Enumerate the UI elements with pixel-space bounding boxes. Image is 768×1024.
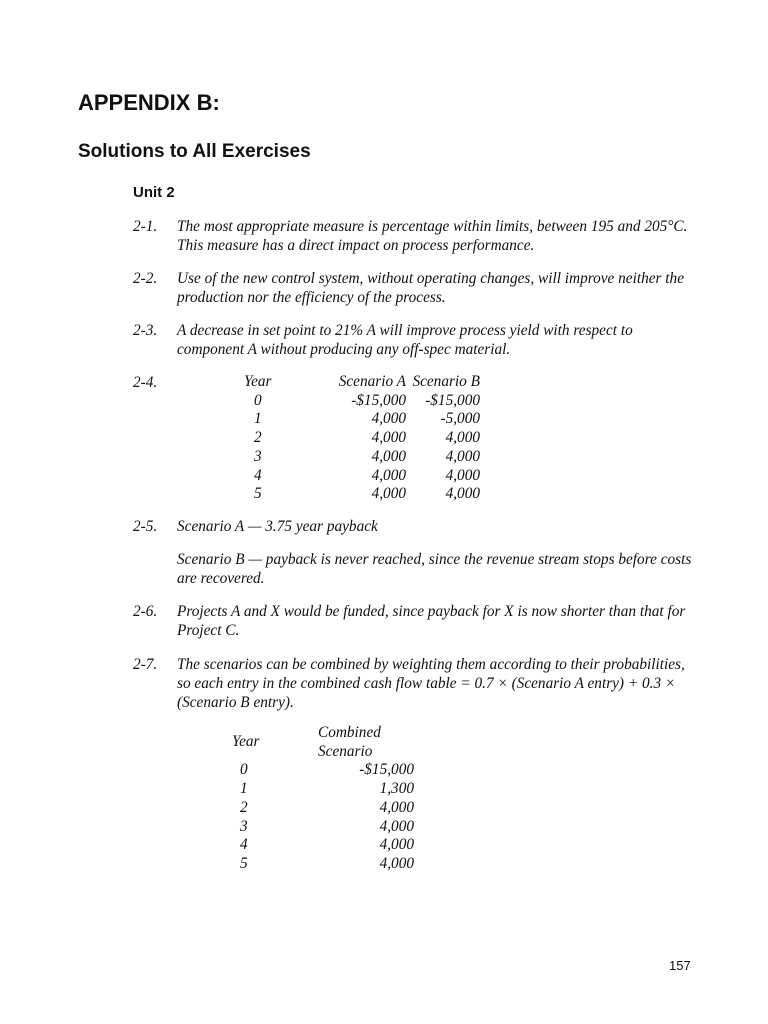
scenario-a-cell: 4,000 <box>371 485 406 503</box>
exercise-number: 2-3. <box>133 322 158 339</box>
cash-flow-table-2-4 <box>244 373 480 504</box>
unit-heading: Unit 2 <box>133 184 175 201</box>
combined-cash-flow-table-2-7 <box>232 724 414 874</box>
exercise-number: 2-5. <box>133 518 158 535</box>
exercise-number: 2-6. <box>133 603 158 620</box>
table-row <box>244 429 480 448</box>
exercise-number: 2-1. <box>133 218 158 235</box>
page-number: 157 <box>669 958 691 973</box>
table-row <box>232 855 414 874</box>
table-row <box>244 485 480 504</box>
section-title: Solutions to All Exercises <box>78 141 311 162</box>
column-header-year: Year <box>244 373 272 390</box>
scenario-b-cell: 4,000 <box>445 447 480 465</box>
combined-scenario-cell: 4,000 <box>379 854 414 872</box>
scenario-a-cell: 4,000 <box>371 466 406 484</box>
exercise-answer: A decrease in set point to 21% A will improve process yield with respect to component A without producing any off-spec material. <box>177 322 633 358</box>
combined-scenario-cell: 4,000 <box>379 817 414 835</box>
combined-scenario-cell: 1,300 <box>379 780 414 798</box>
scenario-a-cell: 4,000 <box>371 410 406 428</box>
exercise-2-5 <box>133 517 693 588</box>
exercise-2-6 <box>133 602 693 640</box>
table-row <box>232 818 414 837</box>
exercise-answer: Projects A and X would be funded, since payback for X is now shorter than that for Project C. <box>177 603 686 639</box>
table-header-row <box>244 373 480 392</box>
exercise-number: 2-2. <box>133 270 158 287</box>
scenario-a-cell: 4,000 <box>371 447 406 465</box>
combined-scenario-cell: -$15,000 <box>359 761 414 779</box>
exercise-number: 2-4. <box>133 374 158 391</box>
year-cell: 3 <box>240 817 248 835</box>
exercise-2-3 <box>133 321 693 359</box>
column-header-combined-scenario: Combined Scenario <box>318 724 381 760</box>
scenario-b-cell: 4,000 <box>445 466 480 484</box>
scenario-b-cell: -$15,000 <box>425 391 480 409</box>
year-cell: 4 <box>240 836 248 854</box>
table-row <box>244 448 480 467</box>
year-cell: 1 <box>240 780 248 798</box>
combined-scenario-cell: 4,000 <box>379 798 414 816</box>
combined-scenario-cell: 4,000 <box>379 836 414 854</box>
scenario-b-cell: 4,000 <box>445 485 480 503</box>
year-cell: 4 <box>254 466 262 484</box>
year-cell: 1 <box>254 410 262 428</box>
exercise-answer: Use of the new control system, without operating changes, will improve neither the production nor the efficiency of the process. <box>177 270 684 306</box>
exercise-2-2 <box>133 269 693 307</box>
column-header-year: Year <box>232 733 260 751</box>
table-header-row <box>232 724 414 761</box>
year-cell: 5 <box>254 485 262 503</box>
scenario-b-cell: -5,000 <box>440 410 480 428</box>
exercise-2-1 <box>133 217 693 255</box>
year-cell: 2 <box>240 798 248 816</box>
exercise-answer: The scenarios can be combined by weighting them according to their probabilities, so each entry in the combined cash flow table = 0.7 × (Scenario A entry) + 0.3 × (Scenario B entry). <box>177 656 685 711</box>
table-row <box>232 836 414 855</box>
appendix-title: APPENDIX B: <box>78 90 220 115</box>
scenario-a-cell: -$15,000 <box>351 391 406 409</box>
table-row <box>244 467 480 486</box>
year-cell: 3 <box>254 447 262 465</box>
table-row <box>244 392 480 411</box>
scenario-a-cell: 4,000 <box>371 429 406 447</box>
scenario-b-cell: 4,000 <box>445 429 480 447</box>
exercise-2-7 <box>133 655 693 712</box>
table-row <box>232 780 414 799</box>
table-row <box>244 410 480 429</box>
table-row <box>232 761 414 780</box>
column-header-scenario-b: Scenario B <box>412 373 480 390</box>
year-cell: 5 <box>240 854 248 872</box>
exercise-answer: The most appropriate measure is percentage within limits, between 195 and 205°C. This measure has a direct impact on process performance. <box>177 218 688 254</box>
column-header-scenario-a: Scenario A <box>338 373 406 390</box>
year-cell: 0 <box>254 391 262 409</box>
year-cell: 2 <box>254 429 262 447</box>
exercise-number: 2-7. <box>133 656 158 673</box>
exercise-answer-continued: Scenario B — payback is never reached, since the revenue stream stops before costs are recovered. <box>177 551 692 587</box>
table-row <box>232 799 414 818</box>
exercise-answer: Scenario A — 3.75 year payback <box>177 518 378 535</box>
year-cell: 0 <box>240 761 248 779</box>
